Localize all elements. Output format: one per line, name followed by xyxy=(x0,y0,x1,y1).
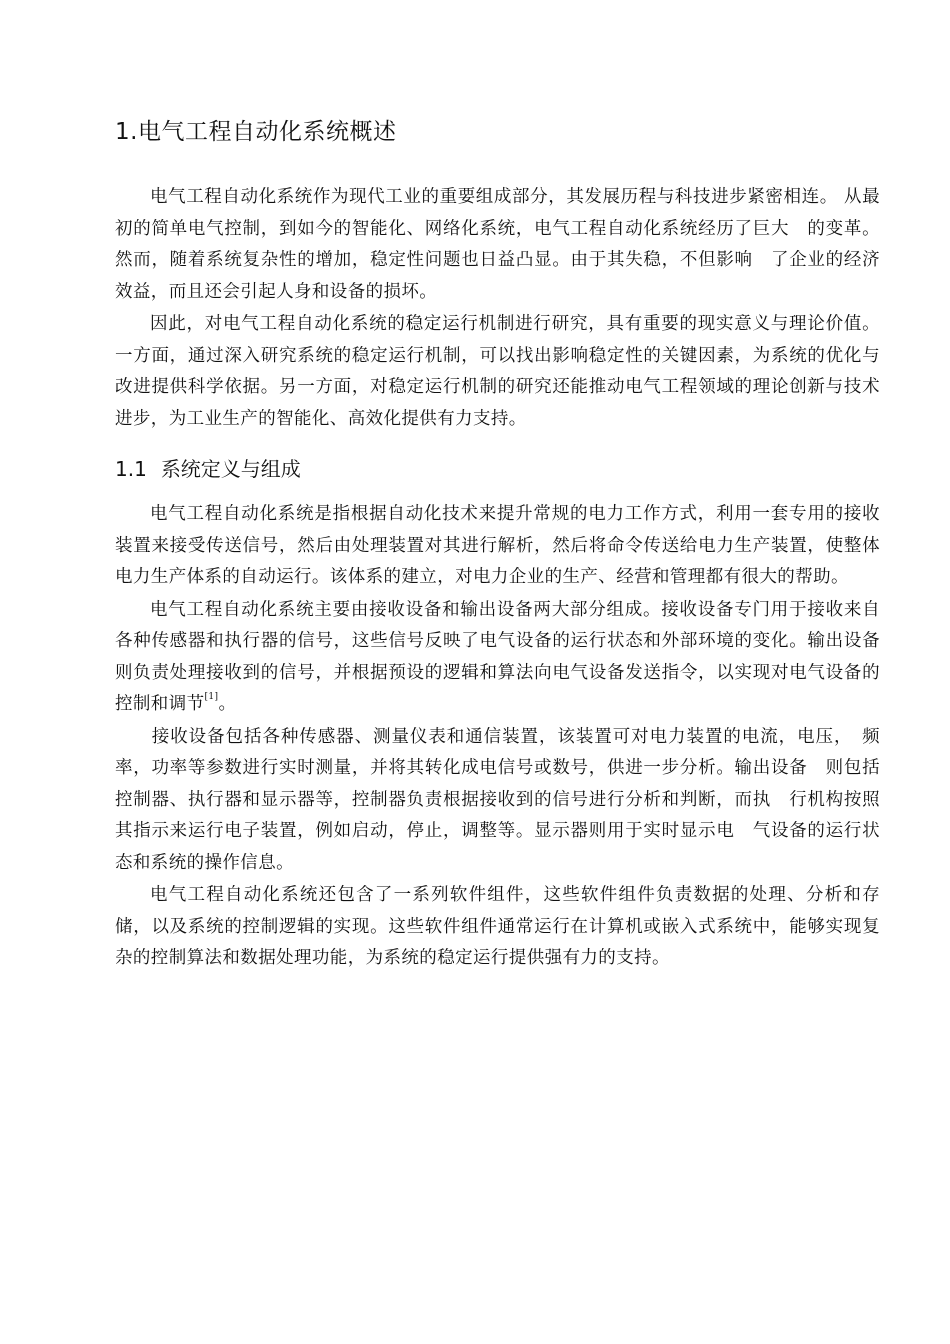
paragraph-end: 。 xyxy=(218,694,237,714)
page-content xyxy=(115,112,880,976)
paragraph-text: 电气工程自动化系统主要由接收设备和输出设备两大部分组成。接收设备专门用于接收来自各种传感器和执行器的信号，这些信号反映了电气设备的运行状态和外部环境的变化。输出设备则负责处理接收到的信号，并根据预设的逻辑和算法向电气设备发送指令，以实现对电气设备的控制和调节 xyxy=(115,599,880,714)
paragraph: 电气工程自动化系统是指根据自动化技术来提升常规的电力工作方式，利用一套专用的接收装置来接受传送信号，然后由处理装置对其进行解析，然后将命令传送给电力生产装置，使整体电力生产体系的自动运行。该体系的建立，对电力企业的生产、经营和管理都有很大的帮助。 xyxy=(115,504,880,587)
paragraph: 电气工程自动化系统还包含了一系列软件组件，这些软件组件负责数据的处理、分析和存储，以及系统的控制逻辑的实现。这些软件组件通常运行在计算机或嵌入式系统中，能够实现复杂的控制算法和数据处理功能，为系统的稳定运行提供强有力的支持。 xyxy=(115,885,880,968)
section-heading: 1.电气工程自动化系统概述 xyxy=(115,119,397,145)
subsection-heading xyxy=(115,453,880,485)
citation-reference[interactable]: [1] xyxy=(204,692,219,702)
subsection-title: 系统定义与组成 xyxy=(160,457,301,481)
paragraph: 电气工程自动化系统作为现代工业的重要组成部分，其发展历程与科技进步紧密相连。 从最初的简单电气控制，到如今的智能化、网络化系统，电气工程自动化系统经历了巨大 的变革。然而，随着系统复杂性的增加，稳定性问题也日益凸显。由于其失稳，不但影响 了企业的经济效益，而且还会引起人身和设备的损坏。 xyxy=(115,187,880,302)
subsection-number: 1.1 xyxy=(115,457,147,481)
paragraph-with-citation xyxy=(115,595,880,721)
paragraph: 接收设备包括各种传感器、测量仪表和通信装置，该装置可对电力装置的电流，电压， 频率，功率等参数进行实时测量，并将其转化成电信号或数号，供进一步分析。输出设备 则包括控制器、执行器和显示器等，控制器负责根据接收到的信号进行分析和判断，而执 行机构按照其指示来运行电子装置，例如启动，停止，调整等。显示器则用于实时显示电 气设备的运行状态和系统的操作信息。 xyxy=(115,726,880,873)
paragraph: 因此，对电气工程自动化系统的稳定运行机制进行研究，具有重要的现实意义与理论价值。一方面，通过深入研究系统的稳定运行机制，可以找出影响稳定性的关键因素，为系统的优化与改进提供科学依据。另一方面，对稳定运行机制的研究还能推动电气工程领域的理论创新与技术进步，为工业生产的智能化、高效化提供有力支持。 xyxy=(115,314,880,429)
